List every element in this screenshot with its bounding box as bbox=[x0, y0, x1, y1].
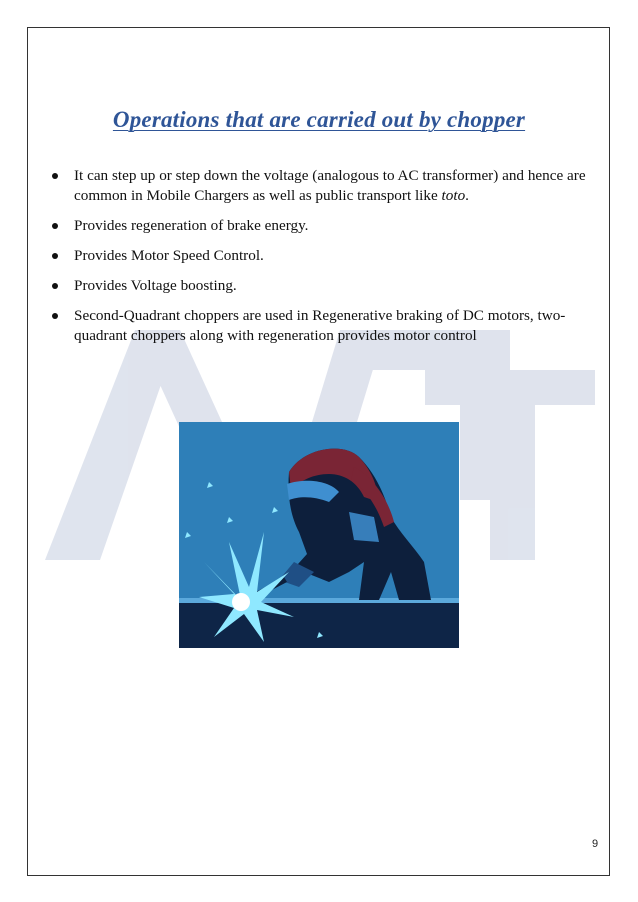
bullet-text: It can step up or step down the voltage (analogous to AC transformer) and hence are common in Mobile Chargers as well as public transport like bbox=[74, 167, 586, 204]
bullet-suffix: . bbox=[465, 187, 469, 204]
bullet-icon bbox=[52, 173, 58, 179]
list-item bbox=[50, 216, 595, 236]
bullet-text: Second-Quadrant choppers are used in Regenerative braking of DC motors, two-quadrant choppers along with regeneration provides motor control bbox=[74, 307, 566, 344]
bullet-text: Provides regeneration of brake energy. bbox=[74, 217, 309, 234]
list-item bbox=[50, 246, 595, 266]
bullet-text: Provides Voltage boosting. bbox=[74, 277, 237, 294]
bullet-icon bbox=[52, 223, 58, 229]
bullet-text: Provides Motor Speed Control. bbox=[74, 247, 264, 264]
bullet-list bbox=[50, 166, 595, 356]
page-number: 9 bbox=[592, 838, 599, 850]
emphasis-text: toto bbox=[441, 187, 466, 204]
list-item bbox=[50, 166, 595, 206]
list-item bbox=[50, 276, 595, 296]
bullet-icon bbox=[52, 313, 58, 319]
bullet-icon bbox=[52, 283, 58, 289]
welder-illustration bbox=[179, 422, 459, 648]
list-item bbox=[50, 306, 595, 346]
page-title: Operations that are carried out by chopper bbox=[112, 107, 526, 132]
bullet-icon bbox=[52, 253, 58, 259]
